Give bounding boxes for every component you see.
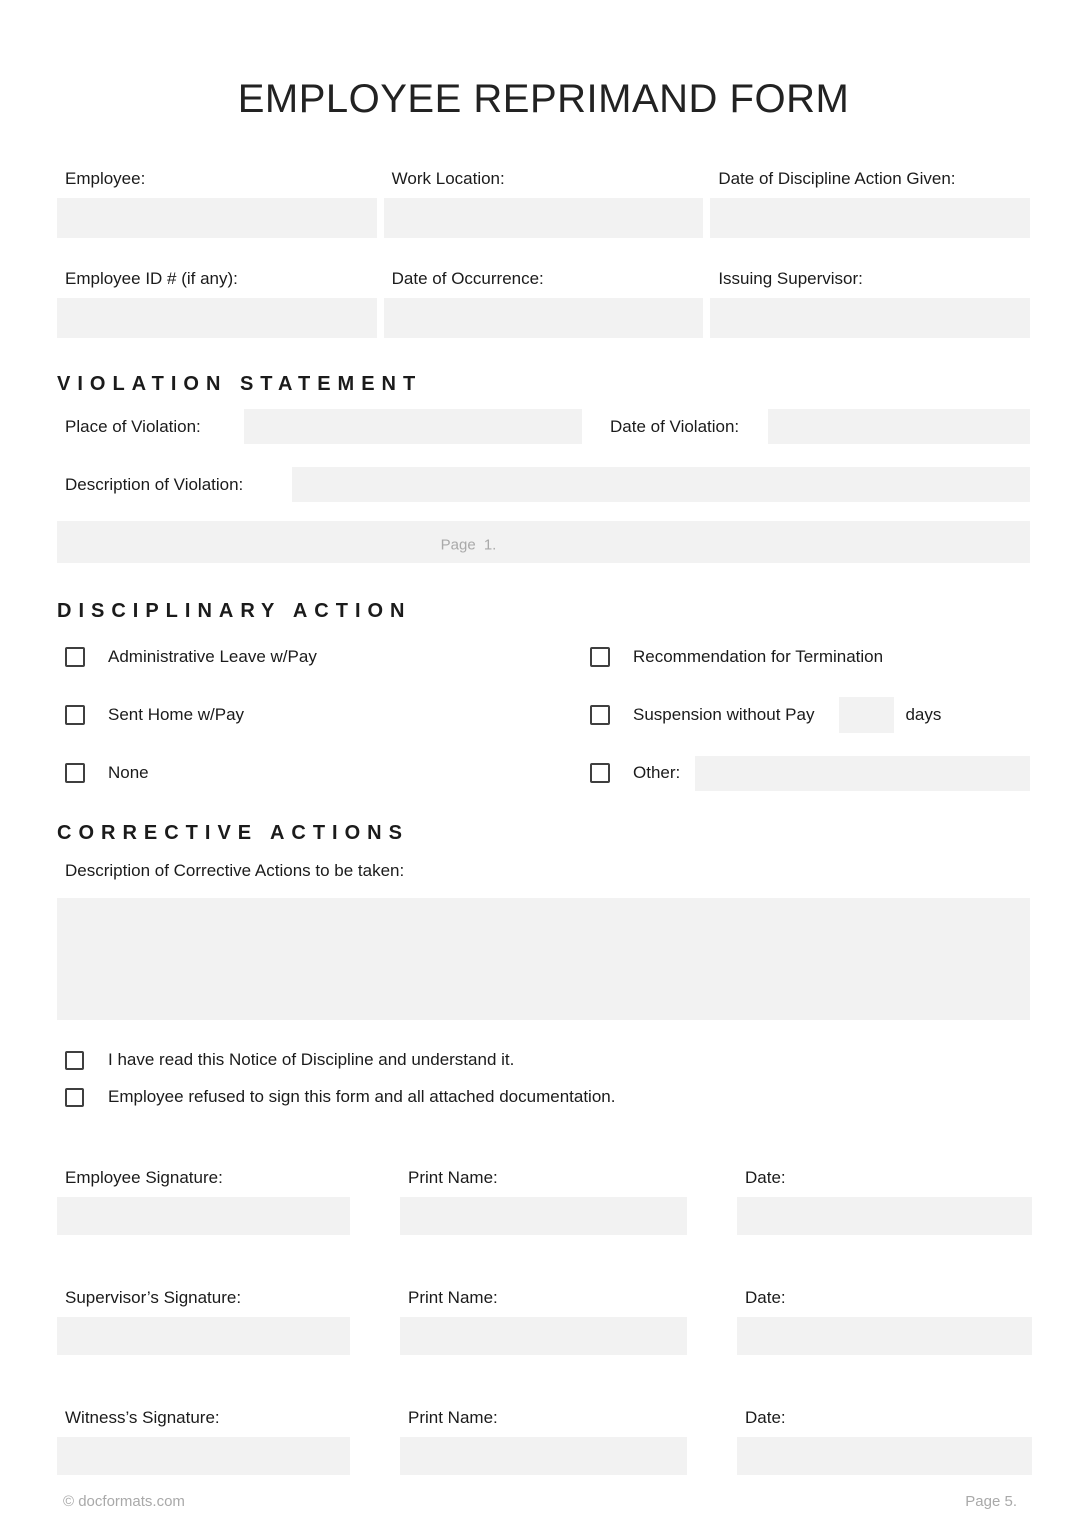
ack-read-row	[57, 1050, 1030, 1070]
supervisor-signature-row	[57, 1287, 1030, 1355]
supervisor-print-name-field	[400, 1287, 687, 1355]
place-of-violation-label: Place of Violation:	[65, 416, 201, 436]
option-label: Sent Home w/Pay	[108, 705, 245, 724]
disciplinary-row-1	[57, 639, 1030, 675]
other-checkbox[interactable]	[590, 763, 610, 783]
ack-refused-checkbox[interactable]	[65, 1088, 84, 1107]
corrective-actions-heading: CORRECTIVE ACTIONS	[57, 822, 409, 844]
termination-checkbox[interactable]	[590, 647, 610, 667]
employee-id-input[interactable]	[57, 298, 377, 338]
date-of-violation-label: Date of Violation:	[610, 416, 740, 436]
date-of-violation-input[interactable]	[768, 409, 1030, 444]
ack-read-checkbox[interactable]	[65, 1051, 84, 1070]
employee-date-input[interactable]	[737, 1197, 1032, 1235]
violation-statement-heading: VIOLATION STATEMENT	[57, 373, 423, 395]
option-recommendation-termination	[582, 639, 1030, 675]
witness-signature-input[interactable]	[57, 1437, 350, 1475]
employee-signature-field	[57, 1167, 350, 1235]
option-suspension	[582, 697, 1030, 733]
field-employee-id	[57, 268, 377, 338]
supervisor-signature-field	[57, 1287, 350, 1355]
description-of-violation-label: Description of Violation:	[65, 474, 244, 494]
signature-label: Supervisor’s Signature:	[65, 1288, 242, 1307]
occurrence-date-input[interactable]	[384, 298, 704, 338]
date-label: Date:	[745, 1288, 786, 1307]
page-1-marker: Page 1.	[440, 536, 497, 554]
ack-refused-label: Employee refused to sign this form and all attached documentation.	[108, 1087, 616, 1106]
field-label: Date of Occurrence:	[391, 269, 544, 288]
field-employee	[57, 168, 377, 238]
supervisor-date-field	[737, 1287, 1032, 1355]
page-footer	[63, 1493, 1017, 1510]
option-none	[57, 755, 582, 791]
violation-place-date-row	[57, 409, 1030, 444]
employee-signature-input[interactable]	[57, 1197, 350, 1235]
field-issuing-supervisor	[710, 268, 1030, 338]
signature-label: Witness’s Signature:	[65, 1408, 220, 1427]
top-fields-row-2	[57, 268, 1030, 338]
field-label: Issuing Supervisor:	[718, 269, 863, 288]
corrective-description-label: Description of Corrective Actions to be taken:	[65, 861, 405, 880]
option-label: None	[108, 763, 149, 782]
ack-read-label: I have read this Notice of Discipline and understand it.	[108, 1050, 515, 1069]
page-number: Page 5.	[965, 1493, 1017, 1510]
acknowledgement-group	[57, 1050, 1030, 1107]
disciplinary-row-2	[57, 697, 1030, 733]
suspension-days-input[interactable]	[839, 697, 894, 733]
employee-print-name-input[interactable]	[400, 1197, 687, 1235]
date-label: Date:	[745, 1168, 786, 1187]
administrative-leave-checkbox[interactable]	[65, 647, 85, 667]
place-of-violation-input[interactable]	[244, 409, 582, 444]
print-name-label: Print Name:	[408, 1288, 498, 1307]
employee-print-name-field	[400, 1167, 687, 1235]
option-label: Other:	[633, 763, 681, 782]
field-label: Employee ID # (if any):	[65, 269, 238, 288]
other-input[interactable]	[695, 756, 1030, 791]
disciplinary-action-heading: DISCIPLINARY ACTION	[57, 600, 412, 622]
field-label: Date of Discipline Action Given:	[718, 169, 956, 188]
witness-print-name-input[interactable]	[400, 1437, 687, 1475]
supervisor-signature-input[interactable]	[57, 1317, 350, 1355]
signature-label: Employee Signature:	[65, 1168, 223, 1187]
witness-date-field	[737, 1407, 1032, 1475]
ack-refused-row	[57, 1087, 1030, 1107]
supervisor-print-name-input[interactable]	[400, 1317, 687, 1355]
sent-home-checkbox[interactable]	[65, 705, 85, 725]
disciplinary-row-3	[57, 755, 1030, 791]
days-suffix-label: days	[905, 705, 942, 724]
field-work-location	[384, 168, 704, 238]
employee-signature-row	[57, 1167, 1030, 1235]
field-occurrence-date	[384, 268, 704, 338]
field-label: Work Location:	[391, 169, 505, 188]
option-label: Recommendation for Termination	[633, 647, 884, 666]
field-label: Employee:	[65, 169, 146, 188]
employee-date-field	[737, 1167, 1032, 1235]
violation-description-row	[57, 467, 1030, 502]
date-label: Date:	[745, 1408, 786, 1427]
print-name-label: Print Name:	[408, 1408, 498, 1427]
none-checkbox[interactable]	[65, 763, 85, 783]
description-of-violation-input[interactable]	[292, 467, 1030, 502]
option-label: Suspension without Pay	[633, 705, 815, 724]
field-discipline-date	[710, 168, 1030, 238]
witness-signature-row	[57, 1407, 1030, 1475]
issuing-supervisor-input[interactable]	[710, 298, 1030, 338]
option-other	[582, 755, 1030, 791]
witness-print-name-field	[400, 1407, 687, 1475]
page-title: EMPLOYEE REPRIMAND FORM	[237, 77, 850, 121]
option-sent-home	[57, 697, 582, 733]
suspension-checkbox[interactable]	[590, 705, 610, 725]
violation-description-continuation-input[interactable]	[57, 521, 1030, 563]
discipline-date-input[interactable]	[710, 198, 1030, 238]
copyright-text: © docformats.com	[63, 1493, 185, 1510]
corrective-description-input[interactable]	[57, 898, 1030, 1020]
print-name-label: Print Name:	[408, 1168, 498, 1187]
witness-date-input[interactable]	[737, 1437, 1032, 1475]
top-fields-row-1	[57, 168, 1030, 238]
option-label: Administrative Leave w/Pay	[108, 647, 317, 666]
option-administrative-leave	[57, 639, 582, 675]
witness-signature-field	[57, 1407, 350, 1475]
supervisor-date-input[interactable]	[737, 1317, 1032, 1355]
work-location-input[interactable]	[384, 198, 704, 238]
employee-input[interactable]	[57, 198, 377, 238]
